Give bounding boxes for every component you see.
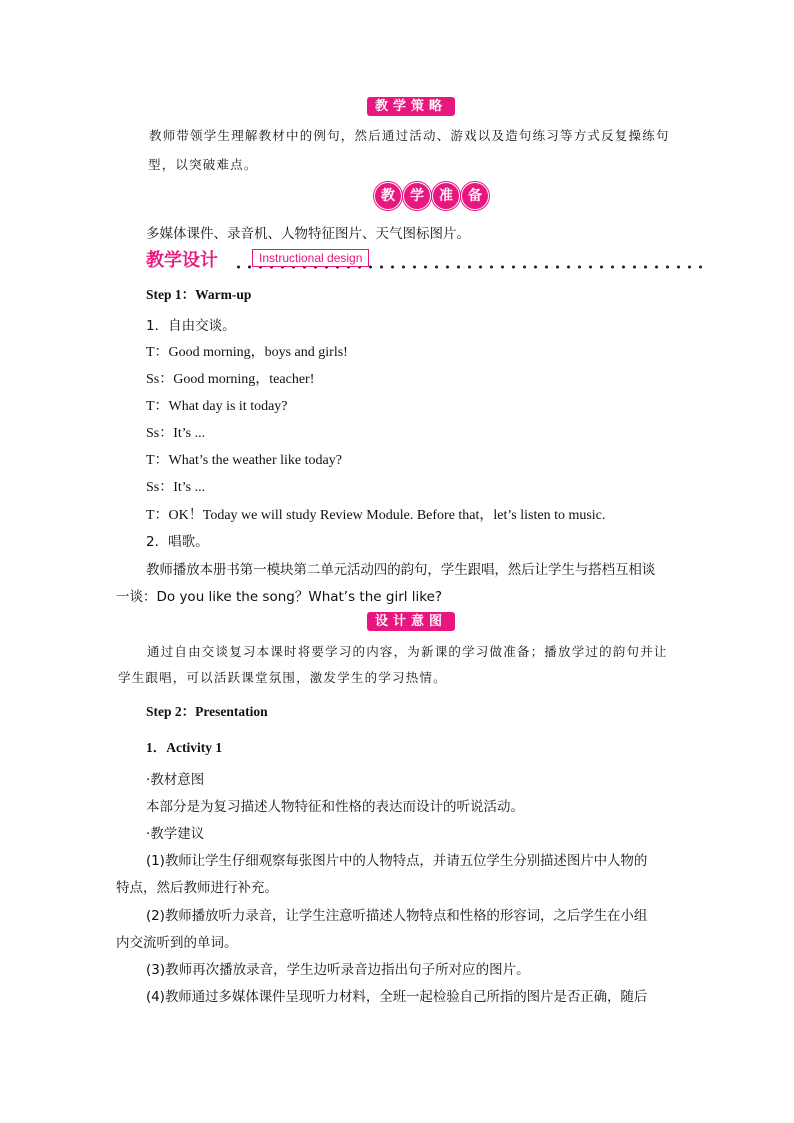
preparation-title [374,182,489,208]
preparation-text: 多媒体课件、录音机、人物特征图片、天气图标图片。 [146,226,470,242]
dialogue-line: T：What day is it today? [146,399,288,414]
step1-heading: Step 1：Warm-up [146,287,252,302]
step1-item1: 1．自由交谈。 [146,318,236,334]
intent-text-line2: 学生跟唱，可以活跃课堂氛围，激发学生的学习热情。 [118,670,447,685]
suggestion-2-line1: (2)教师播放听力录音，让学生注意听描述人物特点和性格的形容词，之后学生在小组 [146,908,648,924]
step1-item2: 2．唱歌。 [146,534,209,550]
dialogue-line: Ss：It’s ... [146,480,206,495]
suggestion-2-line2: 内交流听到的单词。 [116,935,238,951]
preparation-char: 备 [461,182,489,210]
activity-heading: 1．Activity 1 [146,740,223,755]
design-subtitle: Instructional design [252,249,369,267]
suggestion-1-line2: 特点，然后教师进行补充。 [116,880,278,896]
suggestion-4: (4)教师通过多媒体课件呈现听力材料，全班一起检验自己所指的图片是否正确，随后 [146,989,648,1005]
dialogue-line: Ss：It’s ... [146,426,206,441]
step1-paragraph-line1: 教师播放本册书第一模块第二单元活动四的韵句，学生跟唱，然后让学生与搭档互相谈 [146,562,656,578]
preparation-char: 学 [403,182,431,210]
design-title: 教学设计 [146,250,218,271]
suggestion-1-line1: (1)教师让学生仔细观察每张图片中的人物特点，并请五位学生分别描述图片中人物的 [146,853,648,869]
bullet-teaching-suggestions: ·教学建议 [146,826,205,842]
preparation-char: 准 [432,182,460,210]
intent-text-line1: 通过自由交谈复习本课时将要学习的内容，为新课的学习做准备；播放学过的韵句并让 [147,644,668,659]
intent-title: 设计意图 [367,612,455,631]
strategy-text-line1: 教师带领学生理解教材中的例句，然后通过活动、游戏以及造句练习等方式反复操练句 [149,128,670,143]
preparation-char: 教 [374,182,402,210]
dialogue-line: Ss：Good morning，teacher! [146,372,315,387]
bullet-materials-intent: ·教材意图 [146,772,205,788]
strategy-title: 教学策略 [367,97,455,116]
dialogue-line: T：OK！Today we will study Review Module. Before that，let’s listen to music. [146,508,606,523]
materials-intent-text: 本部分是为复习描述人物特征和性格的表达而设计的听说活动。 [146,799,524,815]
strategy-text-line2: 型，以突破难点。 [148,157,258,172]
dialogue-line: T：Good morning，boys and girls! [146,345,348,360]
step2-heading: Step 2：Presentation [146,704,268,719]
step1-paragraph-line2: 一谈：Do you like the song？What’s the girl like? [116,589,443,605]
suggestion-3: (3)教师再次播放录音，学生边听录音边指出句子所对应的图片。 [146,962,530,978]
dialogue-line: T：What’s the weather like today? [146,453,342,468]
